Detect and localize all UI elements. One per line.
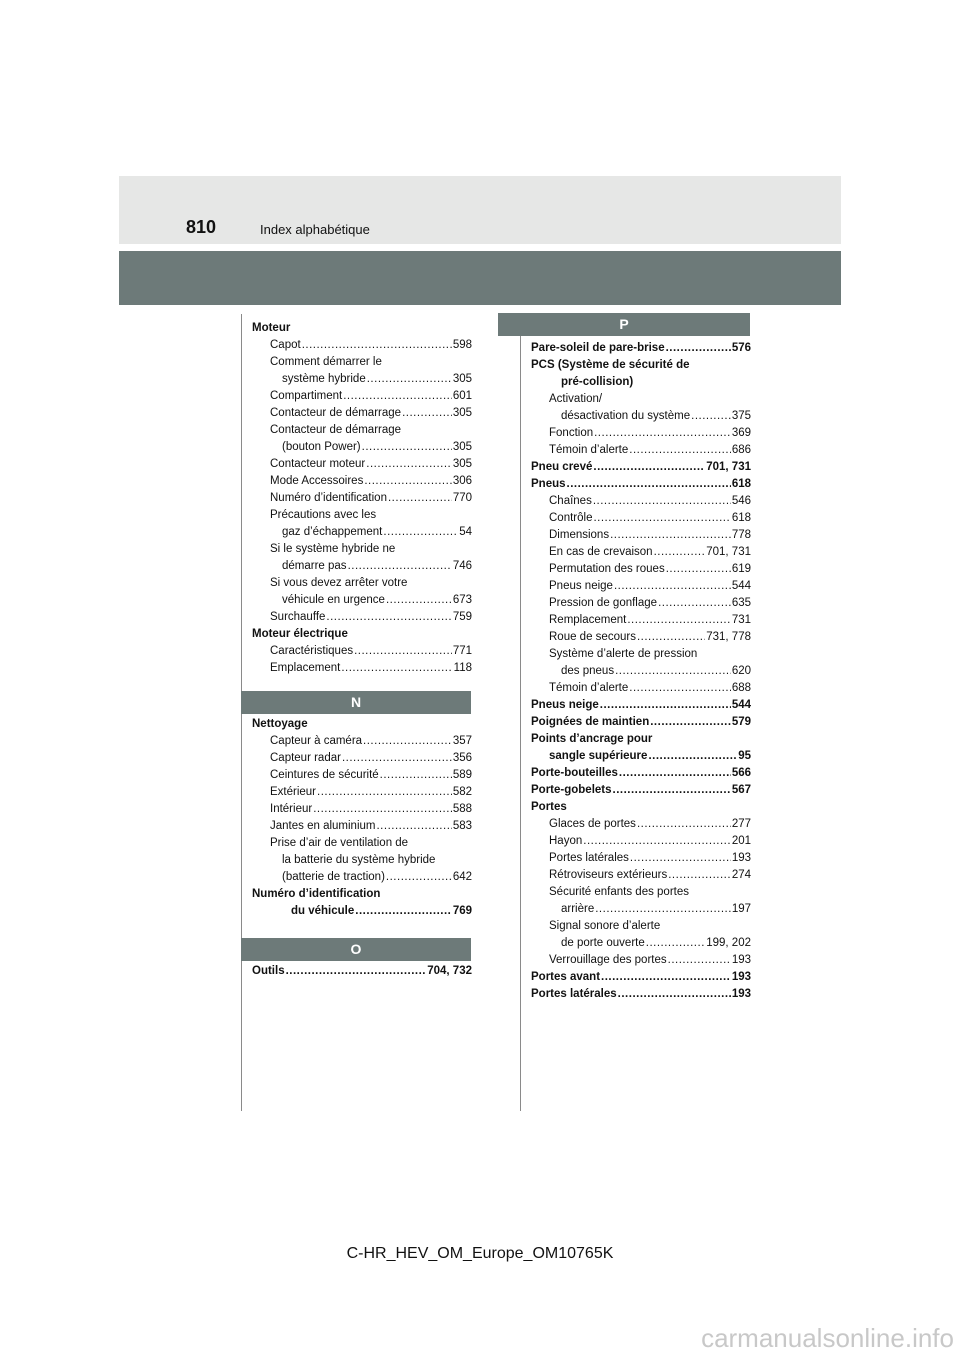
entry-label: PCS (Système de sécurité de <box>531 359 690 371</box>
entry-label: Pneus neige <box>531 699 599 711</box>
dot-leader <box>629 442 731 459</box>
page-reference: 305 <box>452 458 472 470</box>
index-subentry <box>252 354 472 371</box>
index-subentry <box>252 801 472 818</box>
page-reference: 199, 202 <box>706 937 751 949</box>
page-reference: 746 <box>452 560 472 572</box>
dot-leader <box>354 643 452 660</box>
dot-leader <box>646 935 705 952</box>
index-entry <box>252 716 472 733</box>
index-subentry <box>531 493 751 510</box>
page-reference: 701, 731 <box>706 461 751 473</box>
index-subentry <box>252 456 472 473</box>
index-entry <box>531 765 751 782</box>
index-subentry <box>531 867 751 884</box>
dot-leader <box>363 733 452 750</box>
header-band <box>119 251 841 305</box>
index-subentry <box>252 473 472 490</box>
index-entry <box>531 476 751 493</box>
index-subentry <box>531 391 751 408</box>
index-subentry <box>252 490 472 507</box>
page-reference: 193 <box>731 852 751 864</box>
index-subentry <box>252 733 472 750</box>
entry-label: (bouton Power) <box>282 441 361 453</box>
entry-label: Comment démarrer le <box>270 356 382 368</box>
entry-label: Si vous devez arrêter votre <box>270 577 408 589</box>
dot-leader <box>601 969 731 986</box>
index-subentry <box>531 884 751 901</box>
index-entry <box>531 969 751 986</box>
entry-label: démarre pas <box>282 560 347 572</box>
dot-leader <box>668 952 731 969</box>
entry-label: Activation/ <box>549 393 603 405</box>
page-reference: 770 <box>452 492 472 504</box>
dot-leader <box>380 767 452 784</box>
index-subentry <box>252 405 472 422</box>
entry-label: Dimensions <box>549 529 610 541</box>
dot-leader <box>376 818 451 835</box>
dot-leader <box>654 544 706 561</box>
entry-label: des pneus <box>561 665 615 677</box>
dot-leader <box>613 782 731 799</box>
index-subentry <box>531 663 751 680</box>
header-bar <box>119 176 841 244</box>
dot-leader <box>610 527 731 544</box>
page-reference: 356 <box>452 752 472 764</box>
entry-label: Surchauffe <box>270 611 326 623</box>
entry-label: Contrôle <box>549 512 593 524</box>
dot-leader <box>691 408 731 425</box>
entry-label: Chaînes <box>549 495 592 507</box>
entry-label: Numéro d’identification <box>270 492 387 504</box>
page-reference: 686 <box>731 444 751 456</box>
index-subentry <box>252 643 472 660</box>
page-reference: 546 <box>731 495 751 507</box>
index-subentry <box>531 850 751 867</box>
index-entry <box>531 340 751 357</box>
index-subentry <box>531 748 751 765</box>
entry-label: du véhicule <box>291 905 355 917</box>
dot-leader <box>402 405 452 422</box>
page-title: Index alphabétique <box>260 222 370 237</box>
dot-leader <box>637 629 705 646</box>
entry-label: Extérieur <box>270 786 317 798</box>
entry-label: pré-collision) <box>561 376 634 388</box>
entry-label: Points d’ancrage pour <box>531 733 653 745</box>
index-subentry <box>252 575 472 592</box>
index-subentry <box>531 680 751 697</box>
dot-leader <box>383 524 458 541</box>
dot-leader <box>386 869 452 886</box>
entry-label: Signal sonore d’alerte <box>549 920 661 932</box>
index-block-p <box>531 340 751 1003</box>
index-subentry <box>252 784 472 801</box>
dot-leader <box>388 490 452 507</box>
entry-label: Système d’alerte de pression <box>549 648 698 660</box>
page-reference: 769 <box>452 905 472 917</box>
section-header-p: P <box>498 313 750 336</box>
dot-leader <box>593 459 705 476</box>
page-reference: 193 <box>731 971 751 983</box>
index-subentry <box>252 835 472 852</box>
page-reference: 588 <box>452 803 472 815</box>
index-subentry <box>531 833 751 850</box>
index-subentry <box>531 612 751 629</box>
dot-leader <box>637 816 731 833</box>
index-subentry <box>252 852 472 869</box>
entry-label: Glaces de portes <box>549 818 636 830</box>
page-reference: 305 <box>452 441 472 453</box>
index-entry <box>252 320 472 337</box>
entry-label: Capot <box>270 339 301 351</box>
index-entry <box>531 799 751 816</box>
entry-label: Précautions avec les <box>270 509 377 521</box>
entry-label: Capteur à caméra <box>270 735 363 747</box>
entry-label: Portes latérales <box>549 852 629 864</box>
index-subentry <box>531 510 751 527</box>
page-reference: 731 <box>731 614 751 626</box>
entry-label: Moteur électrique <box>252 628 348 640</box>
page-reference: 673 <box>452 594 472 606</box>
entry-label: Contacteur moteur <box>270 458 366 470</box>
page-reference: 701, 731 <box>706 546 751 558</box>
dot-leader <box>630 850 731 867</box>
entry-label: Portes latérales <box>531 988 617 1000</box>
index-block-m <box>252 320 472 677</box>
page-reference: 54 <box>459 526 472 538</box>
entry-label: Roue de secours <box>549 631 636 643</box>
section-header-o: O <box>241 938 471 961</box>
dot-leader <box>313 801 452 818</box>
page-reference: 601 <box>452 390 472 402</box>
dot-leader <box>627 612 730 629</box>
index-block-o <box>252 963 472 980</box>
index-subentry <box>531 595 751 612</box>
index-subentry <box>252 558 472 575</box>
index-entry <box>252 626 472 643</box>
index-subentry <box>531 935 751 952</box>
index-subentry <box>531 425 751 442</box>
page-reference: 544 <box>731 699 751 711</box>
entry-label: Rétroviseurs extérieurs <box>549 869 668 881</box>
entry-label: Pression de gonflage <box>549 597 658 609</box>
index-subentry <box>252 592 472 609</box>
entry-label: Nettoyage <box>252 718 308 730</box>
entry-label: Prise d’air de ventilation de <box>270 837 409 849</box>
page-reference: 771 <box>452 645 472 657</box>
entry-label: Intérieur <box>270 803 313 815</box>
index-subentry <box>252 541 472 558</box>
dot-leader <box>317 784 452 801</box>
document-footer: C-HR_HEV_OM_Europe_OM10765K <box>346 1245 614 1262</box>
entry-label: Remplacement <box>549 614 627 626</box>
index-entry <box>531 714 751 731</box>
page-reference: 576 <box>731 342 751 354</box>
entry-label: de porte ouverte <box>561 937 645 949</box>
dot-leader <box>367 371 452 388</box>
dot-leader <box>343 388 452 405</box>
page-reference: 618 <box>731 512 751 524</box>
page-reference: 704, 732 <box>427 965 472 977</box>
entry-label: Ceintures de sécurité <box>270 769 379 781</box>
entry-label: Jantes en aluminium <box>270 820 376 832</box>
dot-leader <box>386 592 452 609</box>
index-subentry <box>252 903 472 920</box>
entry-label: En cas de crevaison <box>549 546 653 558</box>
index-subentry <box>252 750 472 767</box>
entry-label: Numéro d’identification <box>252 888 381 900</box>
dot-leader <box>366 456 452 473</box>
dot-leader <box>593 510 730 527</box>
index-entry <box>531 782 751 799</box>
index-subentry <box>531 527 751 544</box>
index-subentry <box>252 818 472 835</box>
index-entry <box>531 986 751 1003</box>
section-header-n: N <box>241 691 471 714</box>
index-subentry <box>252 609 472 626</box>
page-reference: 589 <box>452 769 472 781</box>
dot-leader <box>302 337 452 354</box>
entry-label: Témoin d’alerte <box>549 444 629 456</box>
entry-label: Contacteur de démarrage <box>270 424 402 436</box>
page-reference: 567 <box>731 784 751 796</box>
page-reference: 274 <box>731 869 751 881</box>
entry-label: Verrouillage des portes <box>549 954 667 966</box>
entry-label: Emplacement <box>270 662 341 674</box>
dot-leader <box>593 493 731 510</box>
dot-leader <box>666 340 731 357</box>
entry-label: (batterie de traction) <box>282 871 385 883</box>
page-number: 810 <box>186 217 217 237</box>
page-reference: 579 <box>731 716 751 728</box>
index-subentry <box>252 371 472 388</box>
dot-leader <box>364 473 451 490</box>
entry-label: Compartiment <box>270 390 343 402</box>
dot-leader <box>600 697 731 714</box>
index-entry <box>531 697 751 714</box>
index-subentry <box>252 337 472 354</box>
dot-leader <box>348 558 452 575</box>
page-reference: 598 <box>452 339 472 351</box>
index-subentry <box>531 629 751 646</box>
entry-label: Permutation des roues <box>549 563 665 575</box>
entry-label: Témoin d’alerte <box>549 682 629 694</box>
entry-label: Portes avant <box>531 971 601 983</box>
entry-label: la batterie du système hybride <box>282 854 436 866</box>
index-subentry <box>531 544 751 561</box>
index-subentry <box>531 816 751 833</box>
index-subentry <box>531 408 751 425</box>
entry-label: Pare-soleil de pare-brise <box>531 342 665 354</box>
entry-label: arrière <box>561 903 595 915</box>
entry-label: Fonction <box>549 427 594 439</box>
index-subentry <box>252 767 472 784</box>
entry-label: Porte-gobelets <box>531 784 612 796</box>
index-subentry <box>252 524 472 541</box>
dot-leader <box>650 714 731 731</box>
page-reference: 642 <box>452 871 472 883</box>
index-subentry <box>531 578 751 595</box>
index-entry <box>252 963 472 980</box>
entry-label: Capteur radar <box>270 752 341 764</box>
page-reference: 759 <box>452 611 472 623</box>
entry-label: Moteur <box>252 322 291 334</box>
entry-label: Caractéristiques <box>270 645 354 657</box>
dot-leader <box>619 765 731 782</box>
index-subentry <box>531 561 751 578</box>
page-reference: 118 <box>453 662 472 674</box>
dot-leader <box>342 750 452 767</box>
page-reference: 193 <box>731 988 751 1000</box>
entry-label: Pneus neige <box>549 580 613 592</box>
dot-leader <box>286 963 427 980</box>
index-subentry <box>531 374 751 391</box>
dot-leader <box>583 833 731 850</box>
page-reference: 369 <box>731 427 751 439</box>
entry-label: Pneu crevé <box>531 461 593 473</box>
page-reference: 305 <box>452 407 472 419</box>
entry-label: véhicule en urgence <box>282 594 385 606</box>
dot-leader <box>658 595 731 612</box>
entry-label: Pneus <box>531 478 566 490</box>
index-subentry <box>252 660 472 677</box>
entry-label: Poignées de maintien <box>531 716 650 728</box>
dot-leader <box>629 680 731 697</box>
page-reference: 201 <box>731 835 751 847</box>
dot-leader <box>362 439 452 456</box>
entry-label: Sécurité enfants des portes <box>549 886 689 898</box>
page-reference: 583 <box>452 820 472 832</box>
watermark: carmanualsonline.info <box>701 1323 954 1353</box>
page-reference: 566 <box>731 767 751 779</box>
index-entry <box>531 357 751 374</box>
page-reference: 357 <box>452 735 472 747</box>
dot-leader <box>341 660 452 677</box>
entry-label: Porte-bouteilles <box>531 767 618 779</box>
entry-label: système hybride <box>282 373 366 385</box>
index-subentry <box>531 901 751 918</box>
dot-leader <box>648 748 737 765</box>
page-reference: 197 <box>731 903 751 915</box>
page-reference: 193 <box>731 954 751 966</box>
index-entry <box>252 886 472 903</box>
dot-leader <box>615 663 731 680</box>
entry-label: sangle supérieure <box>549 750 648 762</box>
dot-leader <box>614 578 731 595</box>
page-reference: 778 <box>731 529 751 541</box>
dot-leader <box>618 986 731 1003</box>
index-subentry <box>252 388 472 405</box>
right-column-rule <box>520 314 521 1111</box>
dot-leader <box>668 867 731 884</box>
index-subentry <box>531 442 751 459</box>
index-subentry <box>252 507 472 524</box>
dot-leader <box>326 609 451 626</box>
page-reference: 305 <box>452 373 472 385</box>
page-reference: 635 <box>731 597 751 609</box>
index-entry <box>531 731 751 748</box>
page-reference: 375 <box>731 410 751 422</box>
page-reference: 306 <box>452 475 472 487</box>
index-subentry <box>252 422 472 439</box>
index-subentry <box>252 439 472 456</box>
index-subentry <box>531 952 751 969</box>
page-reference: 688 <box>731 682 751 694</box>
page-reference: 544 <box>731 580 751 592</box>
page-reference: 95 <box>738 750 751 762</box>
entry-label: Si le système hybride ne <box>270 543 396 555</box>
dot-leader <box>595 901 731 918</box>
page-reference: 731, 778 <box>706 631 751 643</box>
dot-leader <box>594 425 731 442</box>
index-entry <box>531 459 751 476</box>
entry-label: gaz d’échappement <box>282 526 383 538</box>
dot-leader <box>666 561 731 578</box>
entry-label: Hayon <box>549 835 583 847</box>
entry-label: désactivation du système <box>561 410 691 422</box>
page-reference: 618 <box>731 478 751 490</box>
index-subentry <box>531 918 751 935</box>
entry-label: Portes <box>531 801 567 813</box>
page-reference: 620 <box>731 665 751 677</box>
entry-label: Mode Accessoires <box>270 475 364 487</box>
dot-leader <box>355 903 452 920</box>
index-subentry <box>252 869 472 886</box>
entry-label: Outils <box>252 965 285 977</box>
index-block-n <box>252 716 472 920</box>
page-reference: 277 <box>731 818 751 830</box>
page-reference: 582 <box>452 786 472 798</box>
index-subentry <box>531 646 751 663</box>
page-reference: 619 <box>731 563 751 575</box>
dot-leader <box>567 476 731 493</box>
entry-label: Contacteur de démarrage <box>270 407 402 419</box>
